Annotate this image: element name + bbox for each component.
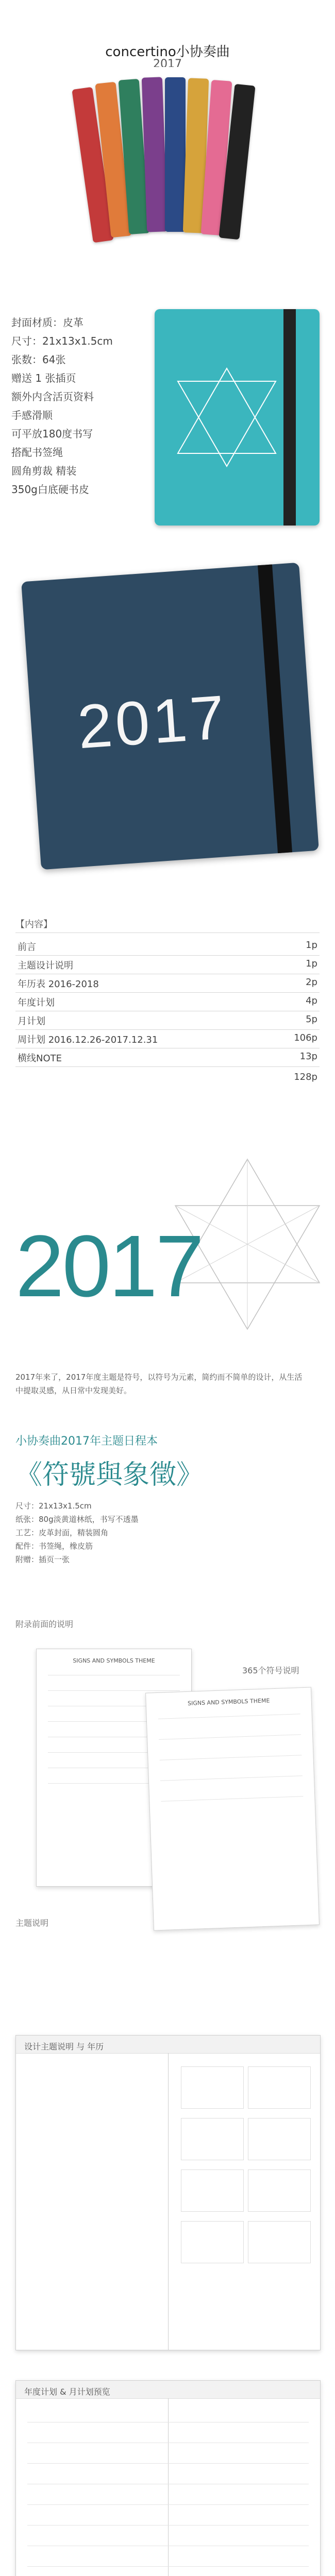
spec-flat: 可平放180度书写 [11, 428, 93, 440]
teal-notebook-image [155, 309, 320, 526]
theme-page-heading: SIGNS AND SYMBOLS THEME [73, 1657, 155, 1664]
cover-year-label: 2017 [75, 682, 230, 762]
detail-gift: 附赠：插页一张 [15, 1555, 70, 1564]
brand-header [0, 0, 335, 67]
toc-total-row [18, 1072, 317, 1087]
detail-size: 尺寸：21x13x1.5cm [15, 1501, 92, 1511]
spec-material: 封面材质：皮革 [11, 316, 83, 329]
theme-page-heading: SIGNS AND SYMBOLS THEME [187, 1697, 270, 1707]
toc-row [18, 958, 317, 974]
yearly-header-bar [16, 2381, 320, 2399]
spec-feel: 手感滑顺 [11, 409, 53, 421]
theme-title: 小协奏曲2017年主题日程本 [15, 1435, 158, 1448]
notebook-spine-blue [165, 77, 186, 232]
toc-row-page: 106p [294, 1032, 317, 1043]
toc-row-page: 1p [306, 940, 317, 951]
calendar-title: 设计主题说明 与 年历 [24, 2042, 104, 2052]
toc-row-page: 4p [306, 995, 317, 1006]
toc-row [18, 1032, 317, 1048]
theme-note-left-caption: 主题说明 [15, 1918, 49, 1928]
theme-big-title: 《符號與象徵》 [15, 1460, 204, 1490]
toc-row-label: 横线NOTE [18, 1053, 62, 1064]
toc-row [18, 1051, 317, 1066]
toc-row [18, 995, 317, 1011]
spec-pages: 张数：64张 [11, 353, 66, 366]
theme-note-caption: 附录前面的说明 [15, 1619, 74, 1629]
product-specs [0, 304, 335, 541]
elastic-band-2 [258, 564, 292, 853]
toc-row-page: 5p [306, 1014, 317, 1025]
spec-insert: 赠送 1 张插页 [11, 372, 76, 384]
navy-notebook [21, 563, 319, 870]
detail-craft: 工艺：皮革封面，精装圆角 [15, 1528, 109, 1537]
toc-row [18, 1014, 317, 1029]
yearly-title: 年度计划 & 月计划预览 [24, 2387, 110, 2397]
toc-row-label: 周计划 2016.12.26-2017.12.31 [18, 1035, 158, 1045]
elastic-band [283, 309, 296, 526]
toc-row-label: 年度计划 [18, 997, 55, 1008]
theme-pages-section [0, 1607, 335, 2020]
toc-row-label: 主题设计说明 [18, 960, 73, 971]
brand-year: 2017 [153, 58, 182, 67]
toc-header: 【内容】 [15, 919, 53, 930]
toc-divider [15, 992, 320, 993]
star-pattern-icon [175, 366, 278, 469]
calendar-header-bar [16, 2036, 320, 2054]
toc-row [18, 977, 317, 992]
toc-divider [15, 955, 320, 956]
detail-accessory: 配件：书签绳，橡皮筋 [15, 1541, 93, 1551]
yearly-plan-section [0, 2370, 335, 2576]
toc-total: 128p [294, 1072, 317, 1082]
theme-page-right [145, 1687, 320, 1931]
detail-paper: 纸张：80g淡黄道林纸，书写不透墨 [15, 1515, 139, 1524]
spec-extra: 额外内含活页资料 [11, 391, 94, 403]
theme-note-right-caption: 365个符号说明 [242, 1666, 299, 1675]
toc-divider [15, 1066, 320, 1067]
toc-row-page: 1p [306, 958, 317, 969]
spec-binding: 圆角剪裁 精装 [11, 465, 77, 477]
table-of-contents [0, 907, 335, 1144]
product-cover-image [0, 541, 335, 907]
intro-year: 2017 [15, 1217, 203, 1315]
yearly-plan-spread [15, 2380, 321, 2576]
toc-divider [15, 1029, 320, 1030]
toc-row-page: 2p [306, 977, 317, 988]
spread-gutter [168, 2398, 169, 2576]
spread-gutter [168, 2053, 169, 2350]
toc-row-label: 前言 [18, 942, 36, 953]
intro-section [0, 1144, 335, 1607]
toc-row-label: 月计划 [18, 1016, 45, 1027]
spec-size: 尺寸：21x13x1.5cm [11, 335, 113, 347]
brand-title: concertino小协奏曲 [105, 44, 230, 60]
spec-ribbon: 搭配书签绳 [11, 446, 63, 459]
calendar-spread [15, 2035, 321, 2350]
toc-row-page: 13p [299, 1051, 317, 1062]
calendar-section [0, 2025, 335, 2365]
spec-board: 350g白底硬书皮 [11, 483, 89, 496]
toc-row [18, 940, 317, 955]
product-hero-image [0, 67, 335, 304]
toc-row-label: 年历表 2016-2018 [18, 979, 99, 990]
intro-paragraph: 2017年来了，2017年度主题是符号，以符号为元素，简约而不简单的设计，从生活中提取灵感，从日常中发现美好。 [15, 1372, 303, 1395]
